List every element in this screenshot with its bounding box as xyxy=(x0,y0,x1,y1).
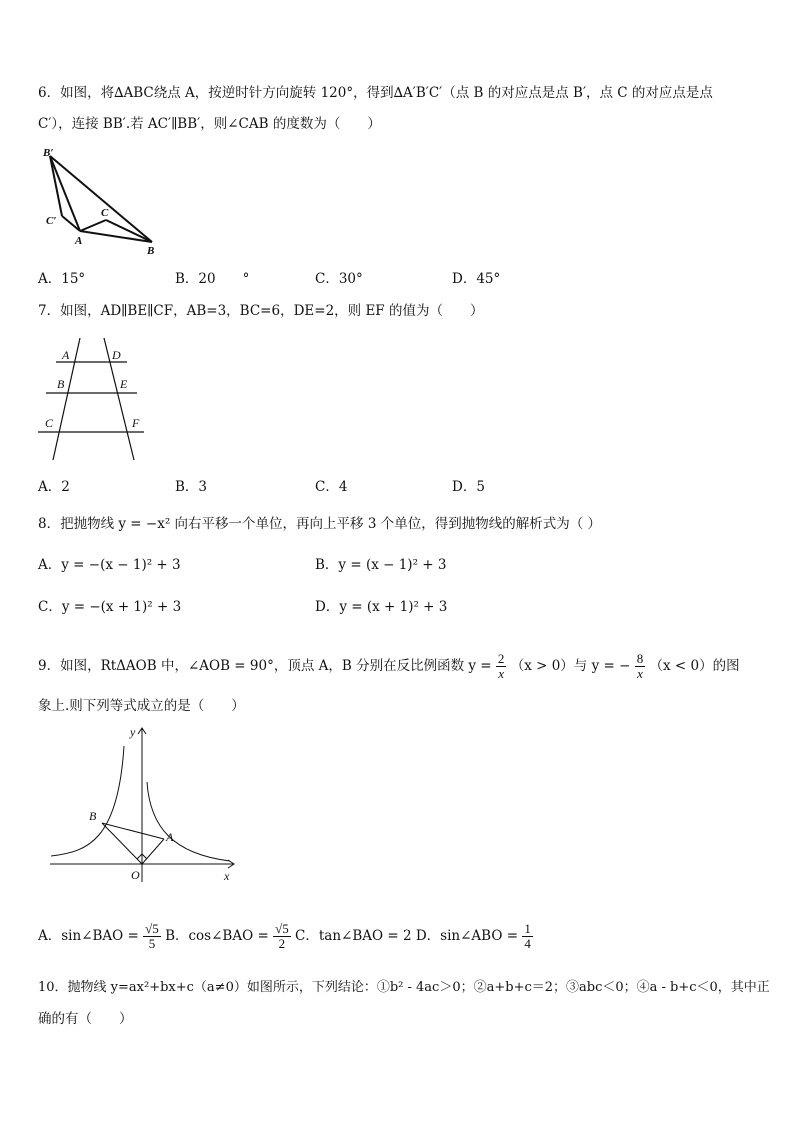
q9-fraction-2-over-x: $\frac{2}{x}$ xyxy=(497,651,505,681)
q7-option-c[interactable]: C．4 xyxy=(315,479,348,495)
q9-fraction-8-over-x: $\frac{8}{x}$ xyxy=(636,651,644,681)
q9-option-a[interactable]: A．sin∠BAO = $\frac{√5}{5}$ xyxy=(38,921,159,951)
q6-label-a: A xyxy=(75,235,83,247)
q9-option-d-fraction: $\frac{1}{4}$ xyxy=(524,921,531,951)
q6-stem-line1: 6．如图，将∆ABC绕点 A，按逆时针方向旋转 120°，得到∆A′B′C′（点 B 的对应点是点 B′，点 C 的对应点是点 xyxy=(38,85,713,101)
q7-label-d: D xyxy=(112,348,121,362)
q7-label-a: A xyxy=(62,348,70,362)
q6-segment-bpb xyxy=(50,156,152,242)
q9-stem-part1: 9．如图，RtΔAOB 中，∠AOB = 90°，顶点 A，B 分别在反比例函数 y = xyxy=(38,658,492,674)
q9-option-b[interactable]: B．cos∠BAO = $\frac{√5}{2}$ xyxy=(165,921,289,951)
q6-option-b[interactable]: B．20 ° xyxy=(175,271,250,287)
q10-stem-line1: 10．抛物线 y=ax²+bx+c（a≠0）如图所示，下列结论：①b² - 4ac＞0；②a+b+c＝2；③abc＜0；④a - b+c＜0，其中正 xyxy=(38,980,770,995)
q8-option-a[interactable]: A．y = −(x − 1)² + 3 xyxy=(38,557,181,573)
q6-stem-line2: C′），连接 BB′.若 AC′∥BB′，则∠CAB 的度数为（ ） xyxy=(38,116,381,132)
q9-option-c[interactable]: C．tan∠BAO = 2 xyxy=(295,928,412,944)
q9-label-o: O xyxy=(131,868,140,882)
q7-label-b: B xyxy=(57,377,65,391)
q7-label-f: F xyxy=(132,416,140,430)
q7-stem: 7．如图，AD∥BE∥CF，AB=3，BC=6，DE=2，则 EF 的值为（ ） xyxy=(38,303,484,319)
q9-figure xyxy=(48,722,238,887)
q9-segment-ab xyxy=(102,823,164,839)
q7-option-d[interactable]: D．5 xyxy=(452,479,485,495)
q7-label-e: E xyxy=(120,377,128,391)
q6-option-d[interactable]: D．45° xyxy=(452,271,501,287)
q9-stem-line2: 象上.则下列等式成立的是（ ） xyxy=(38,698,245,714)
q6-label-b: B xyxy=(147,245,155,257)
q6-segment-ac xyxy=(80,220,106,231)
q7-option-a[interactable]: A．2 xyxy=(38,479,70,495)
q9-option-b-fraction: $\frac{√5}{2}$ xyxy=(275,921,289,951)
q9-segment-ob xyxy=(102,823,142,864)
q9-label-b: B xyxy=(89,809,97,823)
q8-option-d[interactable]: D．y = (x + 1)² + 3 xyxy=(315,599,448,615)
q9-stem-line1 xyxy=(38,648,740,684)
q6-label-bp: B′ xyxy=(43,147,54,159)
q9-label-a: A xyxy=(166,830,174,844)
q6-figure xyxy=(40,142,170,260)
q6-label-c: C xyxy=(101,207,109,219)
q9-label-x: x xyxy=(224,869,230,883)
q7-figure xyxy=(36,334,152,462)
q10-stem-line2: 确的有（ ） xyxy=(38,1011,133,1027)
q9-curve-left xyxy=(51,746,124,856)
q6-option-c[interactable]: C．30° xyxy=(315,271,363,287)
q9-curve-right xyxy=(147,782,230,861)
q9-stem-part2: （x > 0）与 y = − xyxy=(510,658,631,674)
q9-options-row xyxy=(38,918,533,954)
q9-segment-oa xyxy=(142,839,164,864)
q8-option-b[interactable]: B．y = (x − 1)² + 3 xyxy=(315,557,447,573)
q8-stem: 8．把抛物线 y = −x² 向右平移一个单位，再向上平移 3 个单位，得到抛物线的解析式为（ ） xyxy=(38,516,601,532)
q6-label-cp: C′ xyxy=(46,215,57,227)
q8-option-c[interactable]: C．y = −(x + 1)² + 3 xyxy=(38,599,182,615)
q6-option-a[interactable]: A．15° xyxy=(38,271,86,287)
q7-label-c: C xyxy=(45,416,54,430)
q7-option-b[interactable]: B．3 xyxy=(175,479,208,495)
q9-label-y: y xyxy=(130,725,136,739)
q9-option-a-fraction: $\frac{√5}{5}$ xyxy=(145,921,159,951)
q9-stem-part3: （x < 0）的图 xyxy=(649,658,740,674)
q9-option-d[interactable]: D．sin∠ABO = $\frac{1}{4}$ xyxy=(415,921,531,951)
